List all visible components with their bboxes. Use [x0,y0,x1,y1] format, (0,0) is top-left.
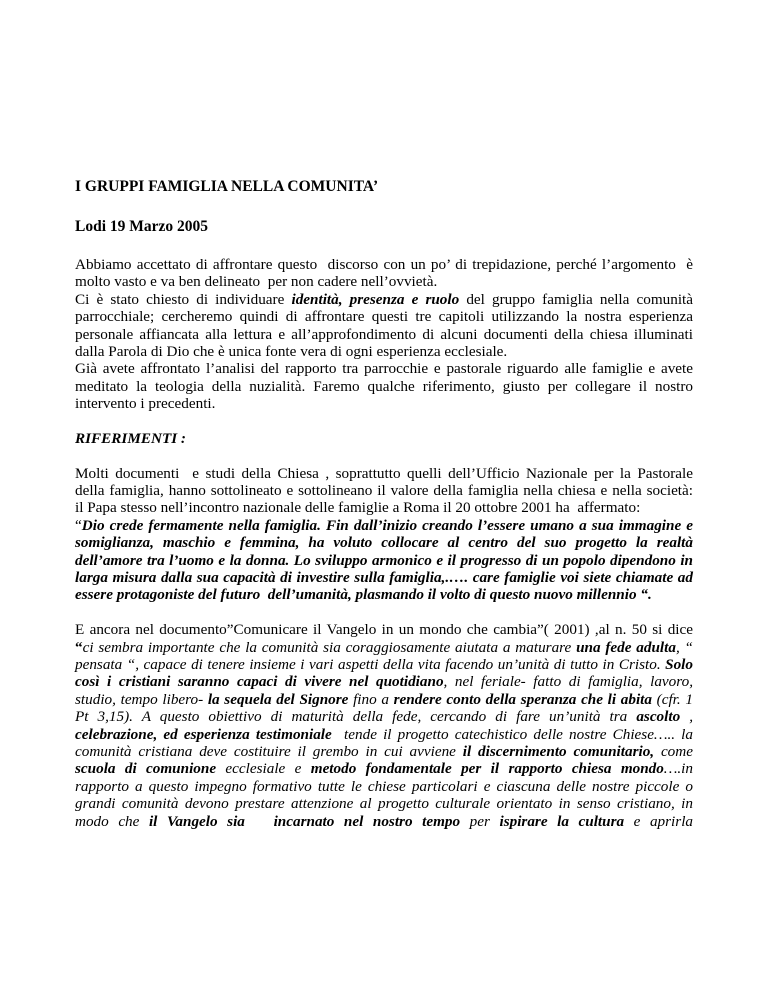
paragraph-3-line-3: intervento i precedenti. [75,395,216,413]
paragraph-3-line-2: meditato la teologia della nuzialità. Faremo qualche riferimento, giusto per collegare il nostro [75,377,693,395]
document-title: I GRUPPI FAMIGLIA NELLA COMUNITA’ [75,178,379,195]
paragraph-5-line-1: E ancora nel documento”Comunicare il Vangelo in un mondo che cambia”( 2001) ,al n. 50 si dice [75,621,693,639]
section-heading: RIFERIMENTI : [75,429,186,447]
paragraph-4-line-3: il Papa stesso nell’incontro nazionale delle famiglie a Roma il 20 ottobre 2001 ha affermato: [75,499,641,517]
paragraph-5-line-9: scuola di comunione ecclesiale e metodo fondamentale per il rapporto chiesa mondo….in [75,760,693,778]
paragraph-1-line-1: Abbiamo accettato di affrontare questo discorso con un po’ di trepidazione, perché l’argomento è [75,256,693,273]
quote-line-1: “Dio crede fermamente nella famiglia. Fin dall’inizio creando l’essere umano a sua immagine e [75,516,693,534]
quote-line-4: larga misura dalla sua capacità di investire sulla famiglia,.…. care famiglie voi siete chiamate ad [75,569,693,587]
document-date: Lodi 19 Marzo 2005 [75,218,209,235]
paragraph-2-line-3: personale affiancata alla lettura e all’approfondimento di alcuni documenti della chiesa illuminati [75,325,693,343]
quote-line-2: somiglianza, maschio e femmina, ha voluto collocare al centro del suo progetto la realtà [75,534,693,552]
paragraph-5-line-11: grandi comunità devono prestare attenzione al progetto culturale orientato in senso cristiano, in [75,795,693,813]
paragraph-5-line-3: pensata “, capace di tenere insieme i vari aspetti della vita facendo un’unità di tutto in Cristo. Solo [75,655,693,673]
paragraph-1-line-2: molto vasto e va ben delineato per non cadere nell’ovvietà. [75,273,438,291]
paragraph-4-line-1: Molti documenti e studi della Chiesa , soprattutto quelli dell’Ufficio Nazionale per la Pastorale [75,464,693,482]
document-body [75,256,693,830]
paragraph-4-line-2: della famiglia, hanno sottolineato e sottolineano il valore della famiglia nella chiesa e nella società: [75,482,693,500]
paragraph-5-line-4: così i cristiani saranno capaci di vivere nel quotidiano, nel feriale- fatto di famiglia, lavoro, [75,673,693,691]
paragraph-5-line-5: studio, tempo libero- la sequela del Signore fino a rendere conto della speranza che li abita (cfr. 1 [75,690,693,708]
paragraph-3-line-1: Già avete affrontato l’analisi del rapporto tra parrocchie e pastorale riguardo alle famiglie e avete [75,360,693,378]
quote-line-5: essere protagoniste del futuro dell’umanità, plasmando il volto di questo nuovo millennio “. [75,586,652,604]
quote-line-3: dell’amore tra l’uomo e la donna. Lo sviluppo armonico e il progresso di un popolo dipendono in [75,551,693,569]
paragraph-2-line-4: dalla Parola di Dio che è unica fonte vera di ogni esperienza ecclesiale. [75,342,508,360]
paragraph-5-line-6: Pt 3,15). A questo obiettivo di maturità della fede, cercando di fare un’unità tra ascolto , [75,708,694,726]
paragraph-5-line-12: modo che il Vangelo sia incarnato nel nostro tempo per ispirare la cultura e aprirla [75,812,694,830]
paragraph-5-line-8: comunità cristiana deve costituire il grembo in cui avviene il discernimento comunitario, come [75,742,693,760]
paragraph-2-line-2: parrocchiale; cercheremo quindi di affrontare questi tre capitoli utilizzando la nostra esperienza [75,308,693,326]
paragraph-2-line-1: Ci è stato chiesto di individuare identità, presenza e ruolo del gruppo famiglia nella comunità [75,290,694,308]
paragraph-5-line-7: celebrazione, ed esperienza testimoniale tende il progetto catechistico delle nostre Chiese….. la [75,725,693,743]
paragraph-5-line-2: “ci sembra importante che la comunità sia coraggiosamente aiutata a maturare una fede adulta, “ [75,638,693,656]
paragraph-5-line-10: rapporto a questo impegno formativo tutte le chiese particolari e ciascuna delle nostre piccole o [75,777,693,795]
